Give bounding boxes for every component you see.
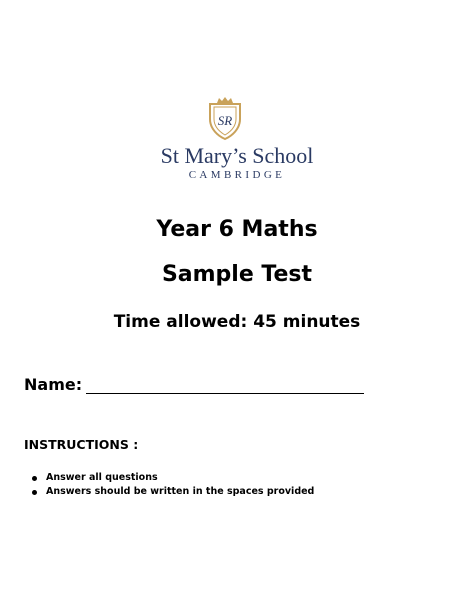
list-item: [32, 485, 314, 499]
list-item: [32, 471, 314, 485]
instruction-text: Answers should be written in the spaces provided: [46, 486, 315, 497]
school-name: St Mary’s School: [160, 143, 314, 168]
school-crest-icon: [206, 95, 244, 141]
name-input-line[interactable]: [86, 376, 364, 394]
name-label: Name:: [24, 375, 83, 394]
test-subtitle: Sample Test: [161, 262, 313, 287]
svg-text:SR: SR: [217, 113, 233, 128]
time-allowed: Time allowed: 45 minutes: [113, 312, 361, 332]
name-field-row: [24, 375, 364, 394]
school-location: CAMBRIDGE: [188, 169, 286, 181]
instructions-list: [32, 471, 314, 499]
test-title: Year 6 Maths: [156, 217, 318, 242]
bullet-icon: [32, 476, 37, 481]
instruction-text: Answer all questions: [46, 472, 158, 483]
instructions-heading: INSTRUCTIONS :: [24, 437, 139, 452]
bullet-icon: [32, 490, 37, 495]
